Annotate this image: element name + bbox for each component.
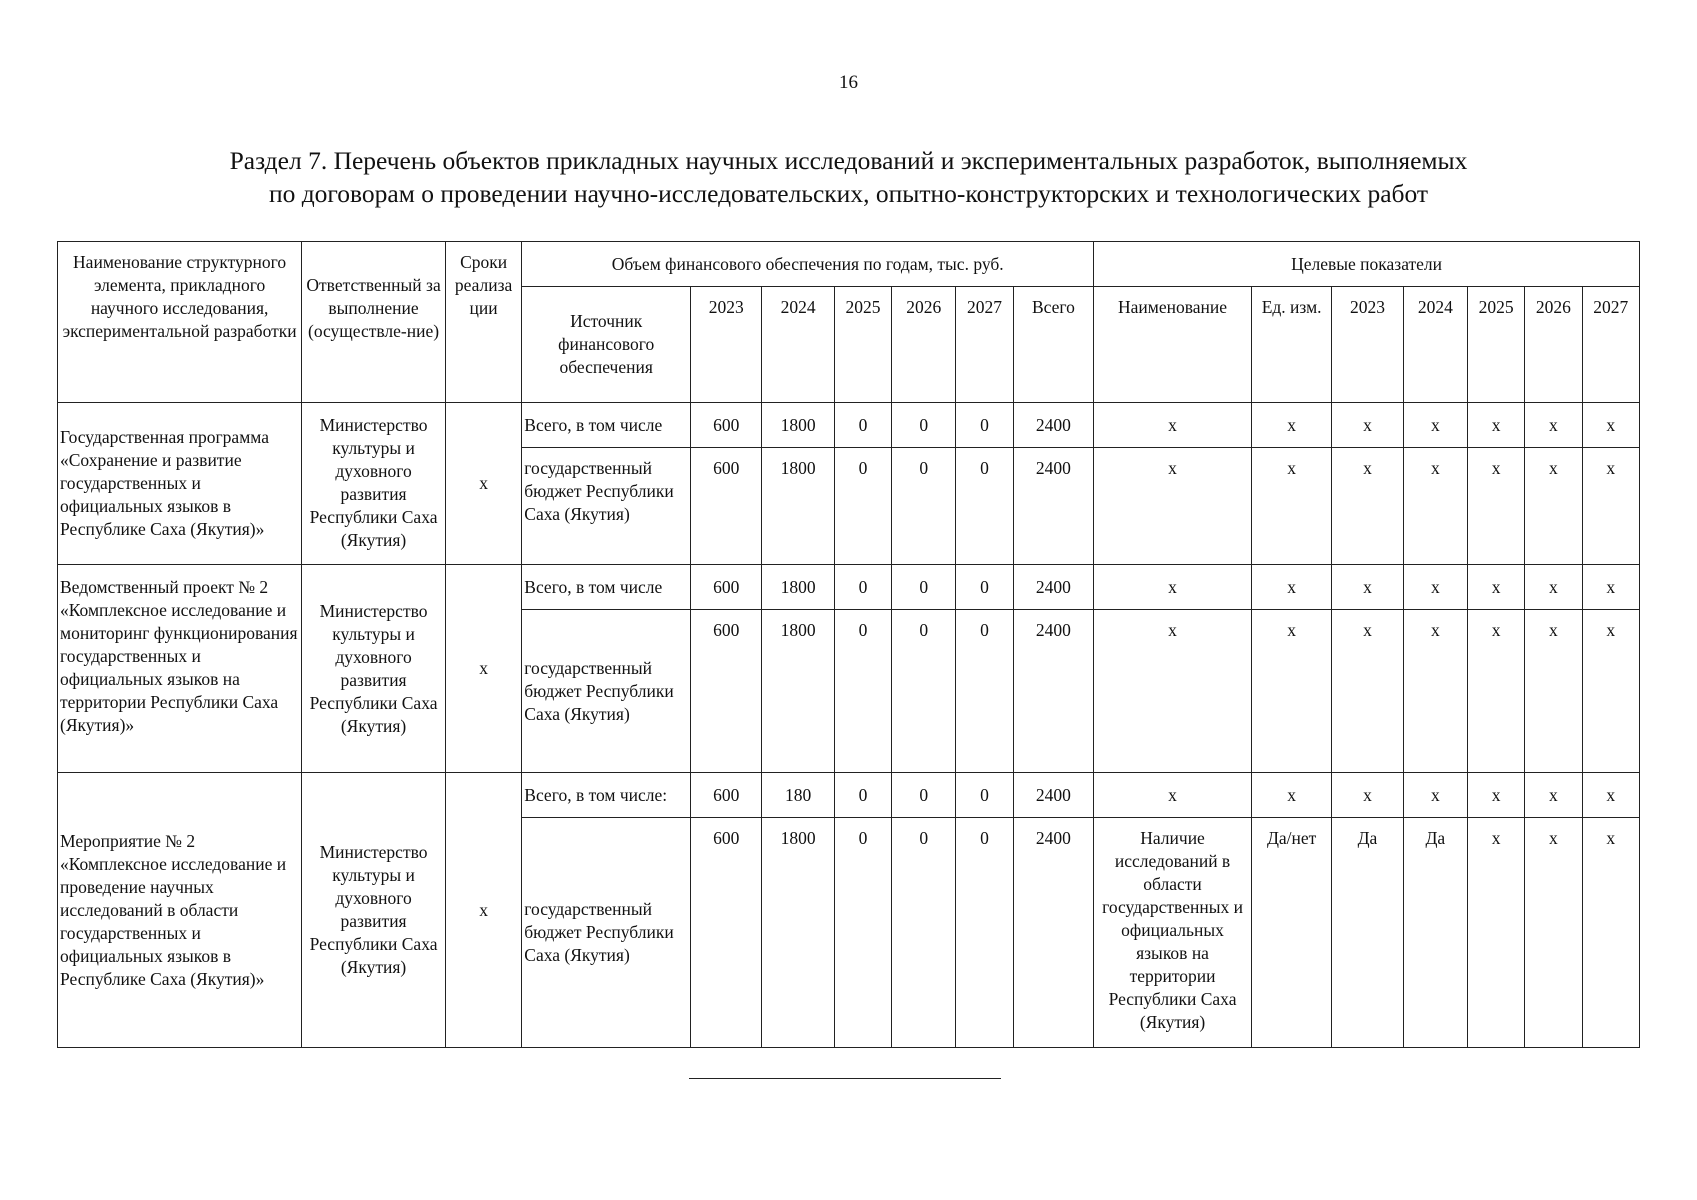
- group-2-row-2-source: государственный бюджет Республики Саха (Якутия): [522, 610, 691, 773]
- group-1-row-2-total: 2400: [1013, 448, 1093, 565]
- group-3-row-2-indicator: Наличие исследований в области государственных и официальных языков на территории Республики Саха (Якутия): [1094, 818, 1252, 1048]
- group-3-terms: х: [445, 773, 521, 1048]
- table-row: [58, 403, 1640, 448]
- group-1-name: Государственная программа «Сохранение и развитие государственных и официальных языков в Республике Саха (Якутия)»: [58, 403, 302, 565]
- header-unit: Ед. изм.: [1251, 287, 1331, 403]
- group-3-row-2-2024: 1800: [762, 818, 834, 1048]
- group-3-row-1-2025: 0: [834, 773, 891, 818]
- group-2-row-2-target-2027: х: [1582, 610, 1639, 773]
- group-1-row-2-2023: 600: [691, 448, 762, 565]
- group-3-row-1-2023: 600: [691, 773, 762, 818]
- group-2-row-1-target-2026: х: [1525, 565, 1582, 610]
- header-fin-year-2027: 2027: [956, 287, 1013, 403]
- group-2-row-1-2023: 600: [691, 565, 762, 610]
- group-3-row-1-target-2025: х: [1467, 773, 1524, 818]
- group-1-row-1-2024: 1800: [762, 403, 834, 448]
- header-target-year-2027: 2027: [1582, 287, 1639, 403]
- group-3-row-2-source: государственный бюджет Республики Саха (Якутия): [522, 818, 691, 1048]
- group-2-row-2-target-2024: х: [1403, 610, 1467, 773]
- group-3-row-1-source: Всего, в том числе:: [522, 773, 691, 818]
- header-terms: Сроки реализа ции: [445, 242, 521, 403]
- header-responsible: Ответственный за выполнение (осуществле-ние): [302, 242, 446, 403]
- group-2-name: Ведомственный проект № 2 «Комплексное исследование и мониторинг функционирования государственных и официальных языков на территории Республики Саха (Якутия)»: [58, 565, 302, 773]
- group-1-row-2-2025: 0: [834, 448, 891, 565]
- header-fin-year-2023: 2023: [691, 287, 762, 403]
- group-1-row-1-2027: 0: [956, 403, 1013, 448]
- group-1-row-1-2026: 0: [892, 403, 956, 448]
- group-1-row-2-target-2025: х: [1467, 448, 1524, 565]
- group-2-row-1-target-2023: х: [1332, 565, 1403, 610]
- header-target-year-2024: 2024: [1403, 287, 1467, 403]
- group-2-row-1-2025: 0: [834, 565, 891, 610]
- group-2-row-1-source: Всего, в том числе: [522, 565, 691, 610]
- section-title-line-2: по договорам о проведении научно-исследовательских, опытно-конструкторских и технологических работ: [268, 179, 1429, 208]
- group-3-row-1-unit: х: [1251, 773, 1331, 818]
- header-target-year-2025: 2025: [1467, 287, 1524, 403]
- group-3-row-1-target-2024: х: [1403, 773, 1467, 818]
- group-2-row-2-2026: 0: [892, 610, 956, 773]
- group-2-row-1-target-2027: х: [1582, 565, 1639, 610]
- group-1-row-1-indicator: х: [1094, 403, 1252, 448]
- header-source: Источник финансового обеспечения: [522, 287, 691, 403]
- group-3-row-2-2027: 0: [956, 818, 1013, 1048]
- group-2-row-2-target-2025: х: [1467, 610, 1524, 773]
- group-1-row-2-2027: 0: [956, 448, 1013, 565]
- group-3-row-2-target-2027: х: [1582, 818, 1639, 1048]
- header-finance-group: Объем финансового обеспечения по годам, тыс. руб.: [522, 242, 1094, 287]
- header-target-year-2023: 2023: [1332, 287, 1403, 403]
- group-2-responsible: Министерство культуры и духовного развития Республики Саха (Якутия): [302, 565, 446, 773]
- header-target-year-2026: 2026: [1525, 287, 1582, 403]
- header-indicator-name: Наименование: [1094, 287, 1252, 403]
- section-title: [0, 144, 1697, 210]
- group-3-row-2-unit: Да/нет: [1251, 818, 1331, 1048]
- page-number: 16: [839, 72, 858, 93]
- group-1-row-1-total: 2400: [1013, 403, 1093, 448]
- group-2-row-1-unit: х: [1251, 565, 1331, 610]
- group-3-row-2-target-2026: х: [1525, 818, 1582, 1048]
- group-3-row-1-2026: 0: [892, 773, 956, 818]
- group-2-row-2-total: 2400: [1013, 610, 1093, 773]
- group-3-name: Мероприятие № 2 «Комплексное исследование и проведение научных исследований в области государственных и официальных языков в Республике Саха (Якутия)»: [58, 773, 302, 1048]
- group-2-row-1-target-2025: х: [1467, 565, 1524, 610]
- header-fin-year-2025: 2025: [834, 287, 891, 403]
- header-fin-year-2026: 2026: [892, 287, 956, 403]
- group-2-row-1-target-2024: х: [1403, 565, 1467, 610]
- group-3-row-2-2023: 600: [691, 818, 762, 1048]
- group-1-row-1-source: Всего, в том числе: [522, 403, 691, 448]
- group-1-row-2-indicator: х: [1094, 448, 1252, 565]
- group-1-row-1-target-2025: х: [1467, 403, 1524, 448]
- group-2-row-2-2027: 0: [956, 610, 1013, 773]
- group-2-row-2-unit: х: [1251, 610, 1331, 773]
- objects-table: [57, 241, 1640, 1048]
- group-1-row-1-unit: х: [1251, 403, 1331, 448]
- table-row: [58, 565, 1640, 610]
- group-1-row-1-target-2023: х: [1332, 403, 1403, 448]
- group-2-row-2-indicator: х: [1094, 610, 1252, 773]
- group-1-row-2-target-2023: х: [1332, 448, 1403, 565]
- header-name: Наименование структурного элемента, прикладного научного исследования, экспериментальной разработки: [58, 242, 302, 403]
- group-1-row-1-target-2027: х: [1582, 403, 1639, 448]
- group-2-row-2-2025: 0: [834, 610, 891, 773]
- table-row: [58, 773, 1640, 818]
- group-2-row-2-target-2026: х: [1525, 610, 1582, 773]
- group-2-terms: х: [445, 565, 521, 773]
- group-1-row-2-2024: 1800: [762, 448, 834, 565]
- group-3-row-1-total: 2400: [1013, 773, 1093, 818]
- group-3-row-1-target-2026: х: [1525, 773, 1582, 818]
- header-total: Всего: [1013, 287, 1093, 403]
- group-1-row-1-2025: 0: [834, 403, 891, 448]
- group-1-row-2-2026: 0: [892, 448, 956, 565]
- group-2-row-2-2023: 600: [691, 610, 762, 773]
- group-1-row-1-target-2024: х: [1403, 403, 1467, 448]
- group-3-row-2-total: 2400: [1013, 818, 1093, 1048]
- group-1-row-2-unit: х: [1251, 448, 1331, 565]
- group-1-row-2-source: государственный бюджет Республики Саха (Якутия): [522, 448, 691, 565]
- group-3-row-2-target-2024: Да: [1403, 818, 1467, 1048]
- group-3-row-2-target-2023: Да: [1332, 818, 1403, 1048]
- header-targets-group: Целевые показатели: [1094, 242, 1640, 287]
- group-2-row-2-target-2023: х: [1332, 610, 1403, 773]
- footer-divider: [689, 1078, 1001, 1079]
- group-3-responsible: Министерство культуры и духовного развития Республики Саха (Якутия): [302, 773, 446, 1048]
- group-3-row-1-target-2023: х: [1332, 773, 1403, 818]
- group-2-row-1-2026: 0: [892, 565, 956, 610]
- group-2-row-1-2024: 1800: [762, 565, 834, 610]
- group-3-row-2-2025: 0: [834, 818, 891, 1048]
- group-3-row-1-2024: 180: [762, 773, 834, 818]
- group-1-row-2-target-2026: х: [1525, 448, 1582, 565]
- header-row-1: [58, 242, 1640, 287]
- group-3-row-1-target-2027: х: [1582, 773, 1639, 818]
- group-2-row-1-total: 2400: [1013, 565, 1093, 610]
- group-1-row-1-2023: 600: [691, 403, 762, 448]
- section-title-line-1: Раздел 7. Перечень объектов прикладных научных исследований и экспериментальных разработок, выполняемых: [229, 146, 1468, 175]
- group-2-row-1-2027: 0: [956, 565, 1013, 610]
- group-1-row-2-target-2027: х: [1582, 448, 1639, 565]
- group-2-row-1-indicator: х: [1094, 565, 1252, 610]
- group-3-row-2-target-2025: х: [1467, 818, 1524, 1048]
- header-fin-year-2024: 2024: [762, 287, 834, 403]
- group-1-row-2-target-2024: х: [1403, 448, 1467, 565]
- group-2-row-2-2024: 1800: [762, 610, 834, 773]
- group-1-responsible: Министерство культуры и духовного развития Республики Саха (Якутия): [302, 403, 446, 565]
- group-3-row-2-2026: 0: [892, 818, 956, 1048]
- group-1-terms: х: [445, 403, 521, 565]
- group-1-row-1-target-2026: х: [1525, 403, 1582, 448]
- group-3-row-1-indicator: х: [1094, 773, 1252, 818]
- group-3-row-1-2027: 0: [956, 773, 1013, 818]
